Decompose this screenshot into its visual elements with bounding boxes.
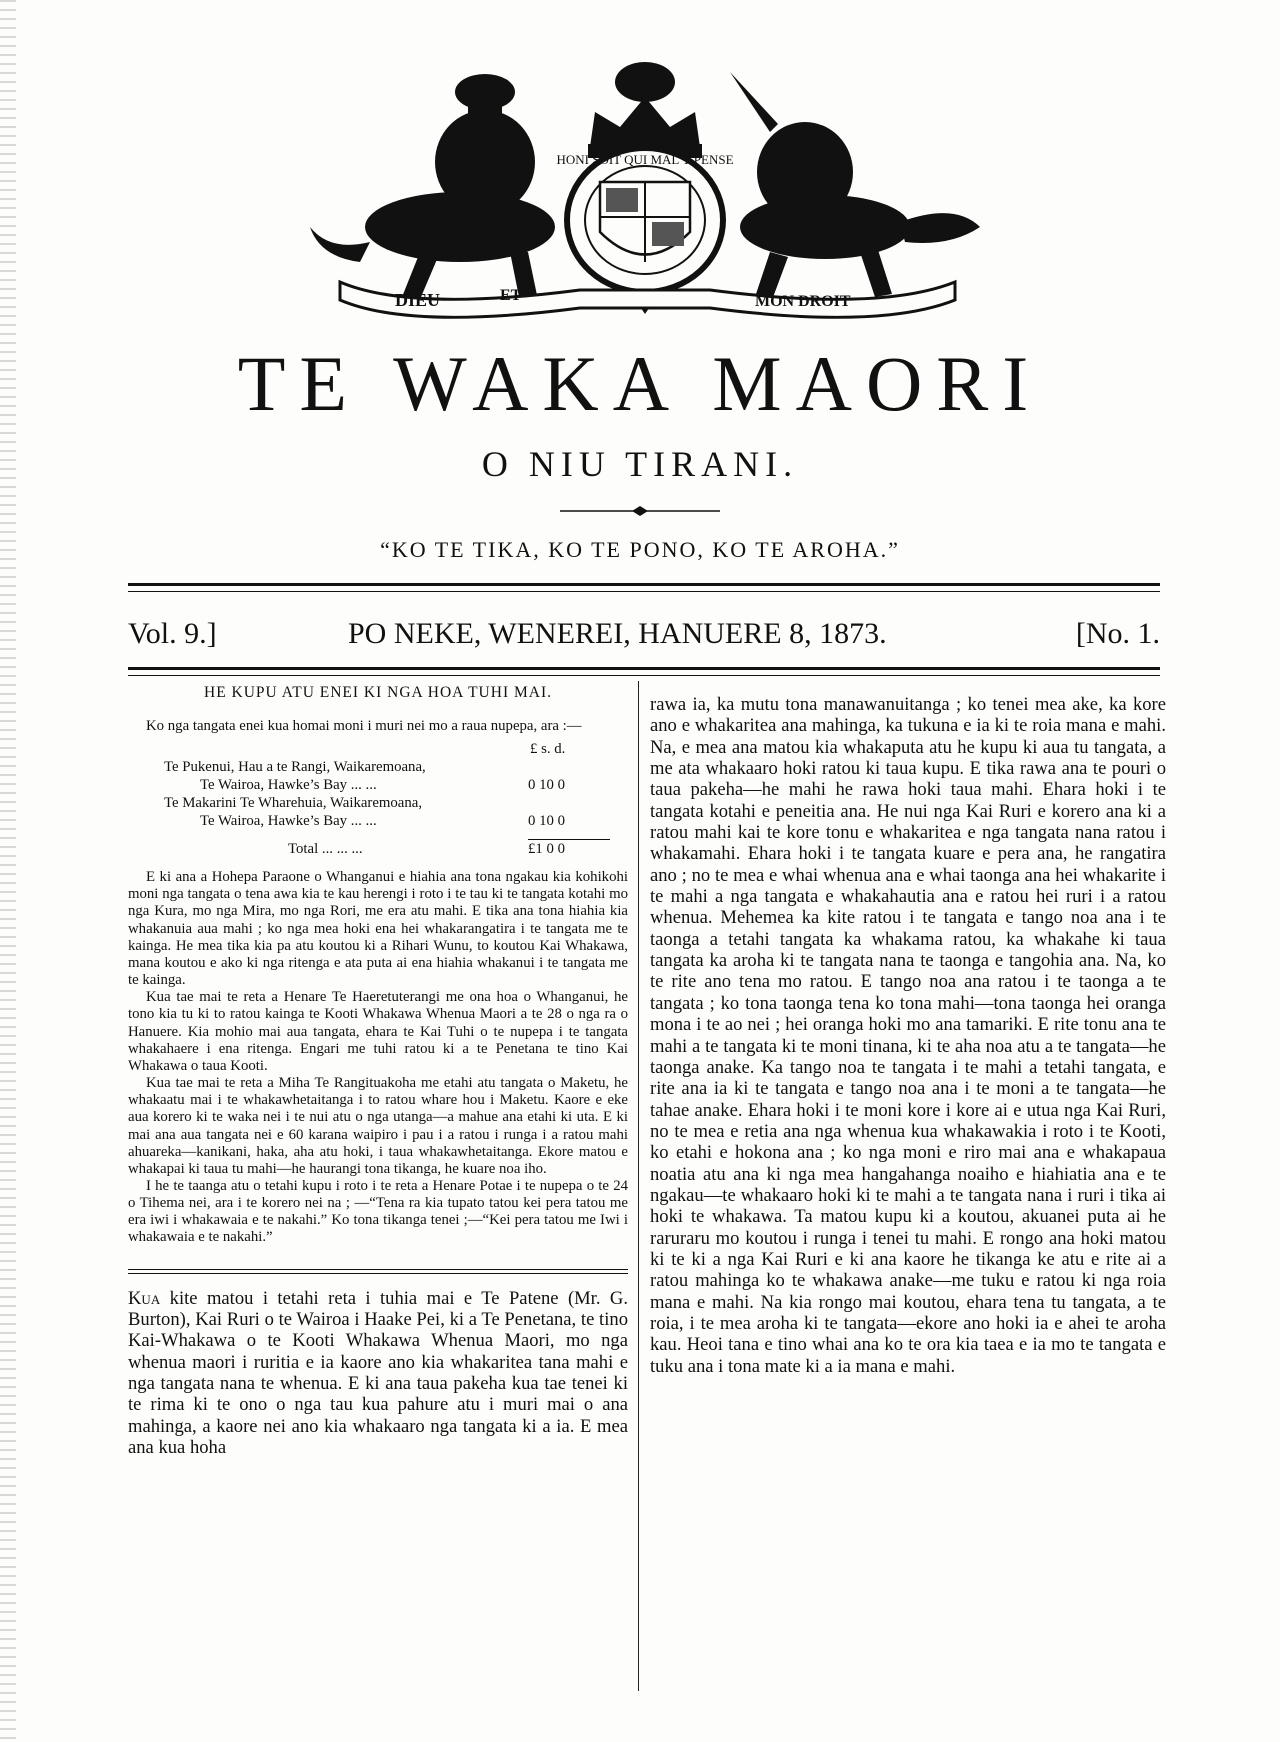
- entry-amount: 0 10 0: [528, 813, 565, 830]
- unicorn-supporter-icon: [730, 72, 980, 300]
- dateline: PO NEKE, WENEREI, HANUERE 8, 1873.: [348, 617, 887, 650]
- crown-icon: [588, 62, 702, 158]
- entry-line1: Te Makarini Te Wharehuia, Waikaremoana,: [164, 795, 423, 812]
- list-item: [128, 759, 628, 777]
- total-row: [128, 841, 628, 859]
- list-item: [128, 777, 628, 795]
- section-rule: [128, 1269, 628, 1270]
- newspaper-motto: “KO TE TIKA, KO TE PONO, KO TE AROHA.”: [380, 537, 900, 562]
- total-amount: £1 0 0: [528, 841, 565, 858]
- lion-supporter-icon: [310, 74, 555, 304]
- list-item: [128, 813, 628, 831]
- scroll-middle-text: ET: [500, 287, 522, 304]
- currency-header-row: [128, 741, 628, 759]
- notices-intro: [128, 718, 628, 735]
- notice-paragraph: Kua tae mai te reta a Miha Te Rangituakoha me etahi atu tangata o Maketu, he whakaatu mai i te whakawhetaitanga i to ratou whare hou i Maketu. Kaore e eke aua korero ki te waka nei i te nui atu o nga utanga—a mahue ana etahi ki uta. E ki mai ana aua tangata nei e 60 karana waipiro i pau i a ratou i runga i a ratou mahi ahuareka—kanikani, haka, aha atu hoki, i taua whakawhetaitanga. Ekore matou e whakapai ki taua tu mahi—he haurangi tona tikanga, he kuare noa iho.: [128, 1075, 628, 1177]
- newspaper-title: TE WAKA MAORI: [237, 340, 1043, 427]
- ornament-divider: [560, 504, 720, 518]
- list-item: [128, 795, 628, 813]
- issue-line: [128, 617, 1160, 657]
- total-rule: [528, 839, 610, 840]
- currency-header: £ s. d.: [530, 741, 566, 758]
- scroll-right-text: MON DROIT: [755, 293, 851, 310]
- entry-line2: Te Wairoa, Hawke’s Bay ... ...: [200, 777, 377, 794]
- header-rule-bottom: [128, 667, 1160, 676]
- notice-paragraph: E ki ana a Hohepa Paraone o Whanganui e hiahia ana tona ngakau kia kohikohi moni nga tangata o tena awa kia te kau herengi i roto i te tau ki te tangata kotahi mo nga Kura, mo nga Mira, mo nga Rori, me era atu mahi. E tika ana tona hiahia kia whakanuia aua mahi ; ko nga mea hoki ena hei whakarangatira i te tangata me te kainga. He mea tika kia pa atu koutou ki a Rihari Wunu, to koutou Kai Whakawa, mana koutou e ako ki nga ritenga e ata puta ai ena hiahia whakanui i te tangata me te kainga.: [128, 869, 628, 989]
- notices-heading: HE KUPU ATU ENEI KI NGA HOA TUHI MAI.: [204, 684, 552, 701]
- scanned-page-edge: [0, 0, 16, 1742]
- notices-body: [128, 869, 628, 1246]
- column-divider: [638, 681, 639, 1691]
- subscription-list: [128, 741, 628, 859]
- left-column: [128, 684, 628, 1458]
- article-left-text: kite matou i tetahi reta i tuhia mai e Te Patene (Mr. G. Burton), Kai Ruri o te Wairoa i Haake Pei, ki a Te Penetana, te tino Kai-Whakawa o te Kooti Whakawa Whenua Maori, mo nga whenua maori i ruritia e ia kaore ano kia whakaritea tana mahi e nga tangata nana te whenua. E ki ana taua pakeha kua tae tenei ki te rima ki te ono o nga tau kua pahure atu i muri mai o ana mahinga, a kaore nei ano kia whakaaro nga tangata ki a ia. E mea ana kua hoha: [128, 1287, 628, 1458]
- royal-coat-of-arms: [300, 52, 990, 337]
- volume-label: Vol. 9.]: [128, 617, 217, 650]
- newspaper-subtitle: O NIU TIRANI.: [481, 444, 799, 484]
- article-lead-word: Kua: [128, 1287, 161, 1309]
- entry-line2: Te Wairoa, Hawke’s Bay ... ...: [200, 813, 377, 830]
- notices-intro-text: Ko nga tangata enei kua homai moni i muri nei mo a raua nupepa, ara :—: [146, 718, 582, 734]
- entry-line1: Te Pukenui, Hau a te Rangi, Waikaremoana,: [164, 759, 426, 776]
- issue-number: [No. 1.: [1075, 617, 1160, 650]
- entry-amount: 0 10 0: [528, 777, 565, 794]
- section-rule-thin: [128, 1273, 628, 1274]
- right-column: [650, 694, 1166, 1377]
- header-rule-top: [128, 583, 1160, 592]
- garter-motto-text: HONI SOIT QUI MAL Y PENSE: [556, 152, 734, 167]
- notice-paragraph: Kua tae mai te reta a Henare Te Haeretuterangi me ona hoa o Whanganui, he tono kia tu ki to ratou kainga te Kooti Whakawa Whenua Maori a te 28 o nga ra o Hanuere. Kia mohio mai aua tangata, ehara te Kai Tuhi o te nupepa i te tangata whakahaere i ena ritenga. Engari me tuhi ratou ki a te Penetana te tino Kai Whakawa o taua Kooti.: [128, 989, 628, 1074]
- article-continued: rawa ia, ka mutu tona manawanuitanga ; ko tenei mea ake, ka kore ano e whakaritea ana mahinga, ka tukuna e ia ki te roia mana e mahi. Na, e mea ana matou kia whakaputa atu he kupu ki aua tu tangata, a me ata whakaaro hoki ratou ki taua kupu. E tika rawa ana te pouri o taua pakeha—he mahi he rawa hoki taua mahi. Ehara hoki i te tangata kotahi e peneitia ana. He nui nga Kai Ruri e korero ana ki a ratou mahi kai te kore tonu e whakaritea e nga tangata nana ratou i whakamahi. Ehara hoki i te tangata kuare e pera ana, he rangatira ano ; no te mea e whai whenua ana e whai taonga ana hei whakarite i te mahi a nga tangata e whakahautia ana e ratou hei ruri i a ratou whenua. Mehemea ka kite ratou i te tangata e tango noa ana i te taonga a tetahi tangata ka whakama ratou, ka whakahe ki taua tangata ka aroha ki te tangata nana te taonga e tangohia ana. Na, ko te rite ano tena mo ratou. E tango noa ana ratou i te taonga a te tangata ; ko tona taonga tena ko tona mahi—tona taonga hei oranga mona i te ao nei ; hei oranga hoki mo ana tamariki. E rite tonu ana te mahi a te tangata ki te moni tinana, ki te aha noa atu a te tangata—he taonga anake. Ka tango noa te tangata i te mahi a tetahi tangata, e rite ana ia ki te tangata e tango noa ana i te moni a te tangata—he tahae anake. Ehara hoki i te moni kore i kore ai e utua nga Kai Ruri, no te mea e retia ana nga whenua kua whakawakia i roto i te Kooti, ko etahi e hokona ana ; ko nga moni e riro mai ana e whakapaua noatia atu ana ki nga mea hangahanga noaiho e hiahiatia ana e te ngakau—te whakaaro hoki ki te mahi a te tangata nana i ruri i tika ai hoki te whakawa. Ta matou kupu ki a koutou, akuanei puta ai he raruraru mo koutou i runga i tenei tu mahi. E rongo ana hoki matou ki te ki a nga Kai Ruri e ki ana kaore he tikanga ke atu e rite ai a ratou mahinga ko te whakawa anake—me tuku e ratou ki nga roia mana e mahi. Na kia rongo mai koutou, ehara tena tu tangata, a te roia, i te mea aroha ki te tangata—ekore ano hoki ia e ahei te aroha kau. Heoi tana e tino whai ana ko te ora kia taea e ia mo te tangata e tuku ana i tona mate ki a ia mana e mahi.: [650, 694, 1166, 1377]
- total-label: Total ... ... ...: [288, 841, 363, 858]
- notice-paragraph: I he te taanga atu o tetahi kupu i roto i te reta a Henare Potae i te nupepa o te 24 o Tihema nei, ara i te korero nei na ; —“Tena ra kia tupato tatou kei pera tatou me era iwi i whakawaia e te nakahi.” Ko tona tikanga tenei ;—“Kei pera tatou me Iwi i whakawaia e te nakahi.”: [128, 1177, 628, 1246]
- article-start: [128, 1288, 628, 1459]
- scroll-left-text: DIEU: [395, 290, 441, 310]
